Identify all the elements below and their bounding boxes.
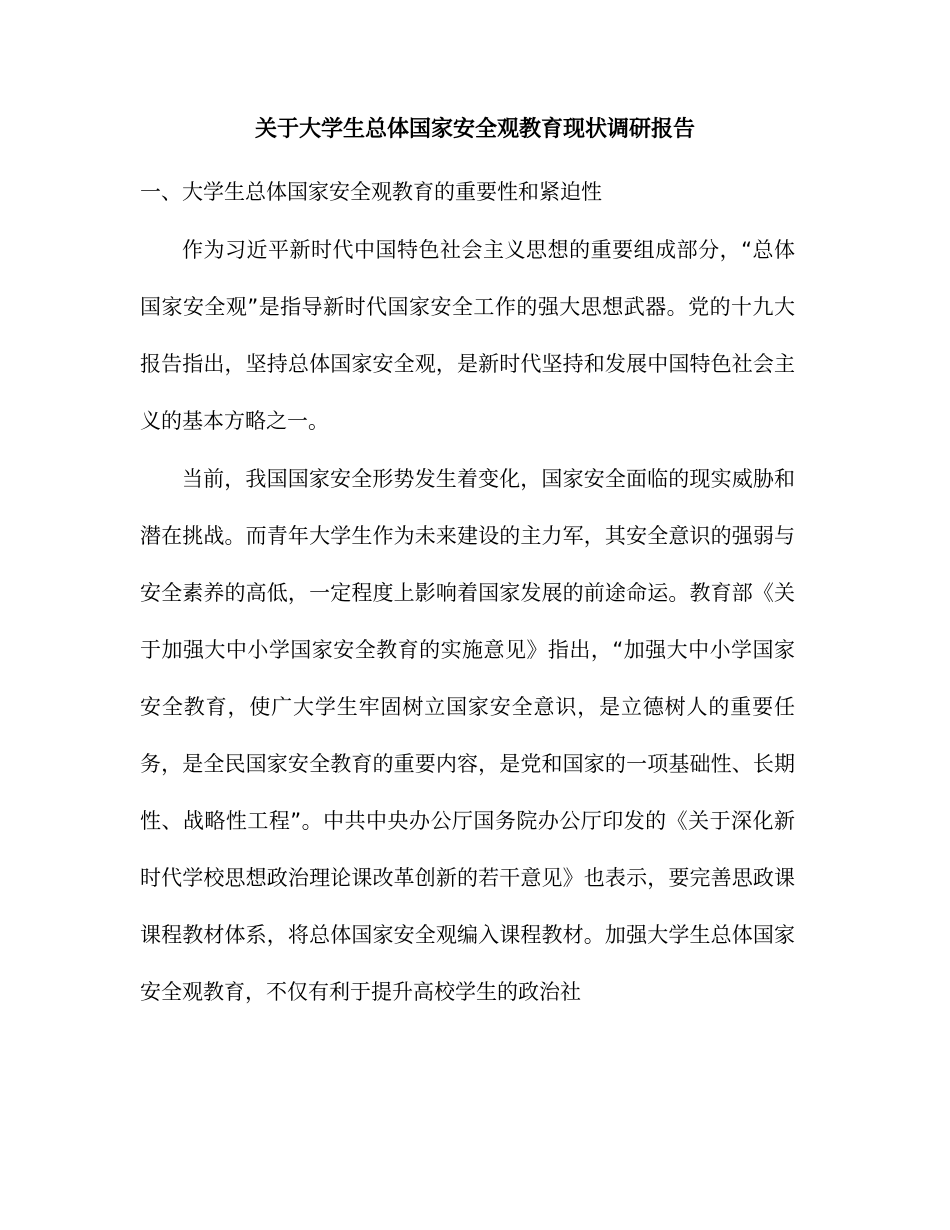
section-heading [140,164,795,221]
document-title: 关于大学生总体国家安全观教育现状调研报告 [254,117,695,142]
section-heading-text: 一、大学生总体国家安全观教育的重要性和紧迫性 [140,180,602,204]
paragraph-2-text: 当前，我国国家安全形势发生着变化，国家安全面临的现实威胁和潜在挑战。而青年大学生作为未来建设的主力军，其安全意识的强弱与安全素养的高低，一定程度上影响着国家发展的前途命运。教育部《关于加强大中小学国家安全教育的实施意见》指出，“加强大中小学国家安全教育，使广大学生牢固树立国家安全意识，是立德树人的重要任务，是全民国家安全教育的重要内容，是党和国家的一项基础性、长期性、战略性工程”。中共中央办公厅国务院办公厅印发的《关于深化新时代学校思想政治理论课改革创新的若干意见》也表示，要完善思政课课程教材体系，将总体国家安全观编入课程教材。加强大学生总体国家安全观教育，不仅有利于提升高校学生的政治社 [140,467,795,1004]
paragraph-1 [140,222,795,450]
paragraph-1-text: 作为习近平新时代中国特色社会主义思想的重要组成部分，“总体国家安全观”是指导新时代国家安全工作的强大思想武器。党的十九大报告指出，坚持总体国家安全观，是新时代坚持和发展中国特色社会主义的基本方略之一。 [140,238,795,433]
paragraph-2 [140,451,795,1021]
